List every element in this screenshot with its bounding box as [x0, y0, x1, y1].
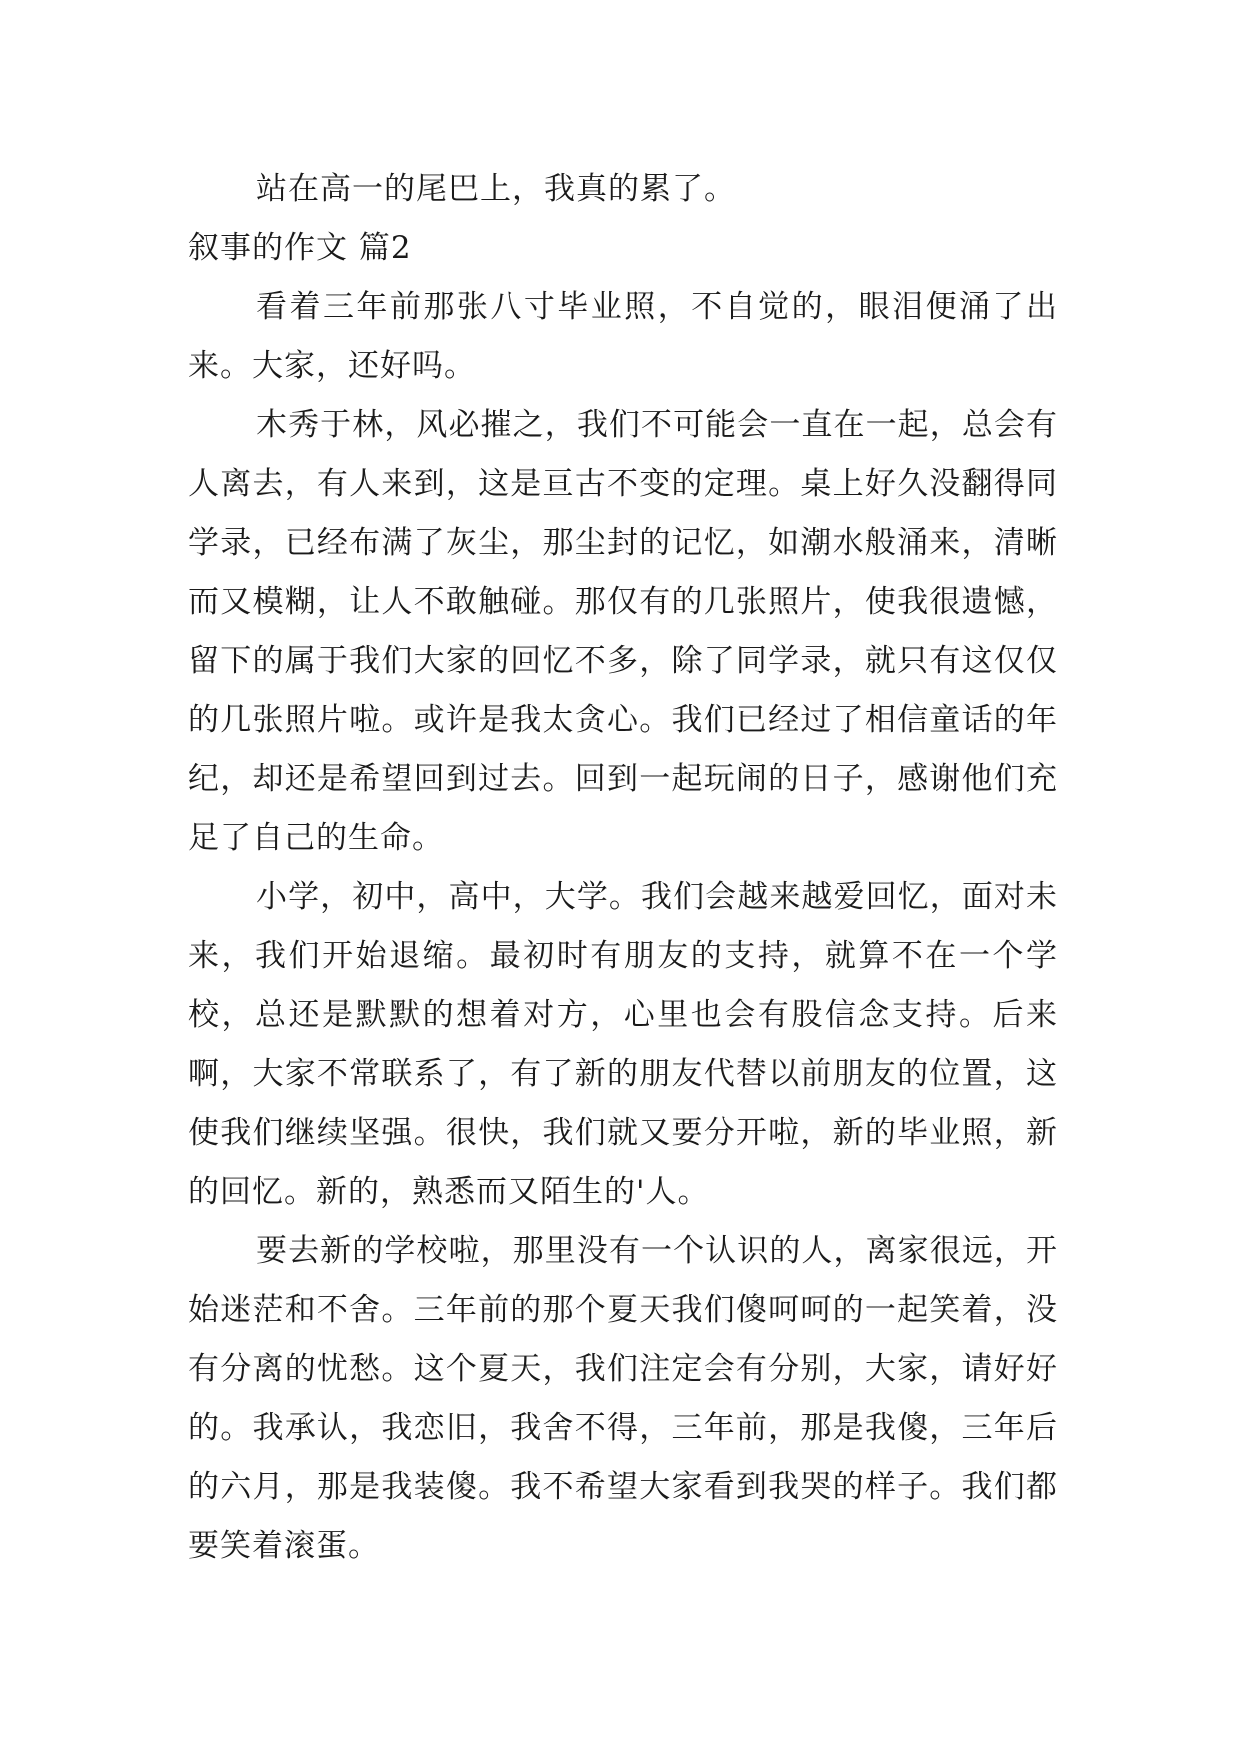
body-paragraph: 木秀于林，风必摧之，我们不可能会一直在一起，总会有人离去，有人来到，这是亘古不变的定理。桌上好久没翻得同学录，已经布满了灰尘，那尘封的记忆，如潮水般涌来，清晰而又模糊，让人不敢触碰。那仅有的几张照片，使我很遗憾，留下的属于我们大家的回忆不多，除了同学录，就只有这仅仅的几张照片啦。或许是我太贪心。我们已经过了相信童话的年纪，却还是希望回到过去。回到一起玩闹的日子，感谢他们充足了自己的生命。: [188, 407, 1058, 856]
body-paragraph: 小学，初中，高中，大学。我们会越来越爱回忆，面对未来，我们开始退缩。最初时有朋友的支持，就算不在一个学校，总还是默默的想着对方，心里也会有股信念支持。后来啊，大家不常联系了，有了新的朋友代替以前朋友的位置，这使我们继续坚强。很快，我们就又要分开啦，新的毕业照，新的回忆。新的，熟悉而又陌生的'人。: [188, 879, 1058, 1210]
document-page: [188, 160, 1058, 1576]
intro-paragraph: 站在高一的尾巴上，我真的累了。: [256, 171, 736, 207]
body-paragraph: 看着三年前那张八寸毕业照，不自觉的，眼泪便涌了出来。大家，还好吗。: [188, 289, 1058, 384]
body-paragraph: 要去新的学校啦，那里没有一个认识的人，离家很远，开始迷茫和不舍。三年前的那个夏天我们傻呵呵的一起笑着，没有分离的忧愁。这个夏天，我们注定会有分别，大家，请好好的。我承认，我恋旧，我舍不得，三年前，那是我傻，三年后的六月，那是我装傻。我不希望大家看到我哭的样子。我们都要笑着滚蛋。: [188, 1233, 1058, 1564]
section-heading: 叙事的作文 篇2: [188, 230, 412, 266]
